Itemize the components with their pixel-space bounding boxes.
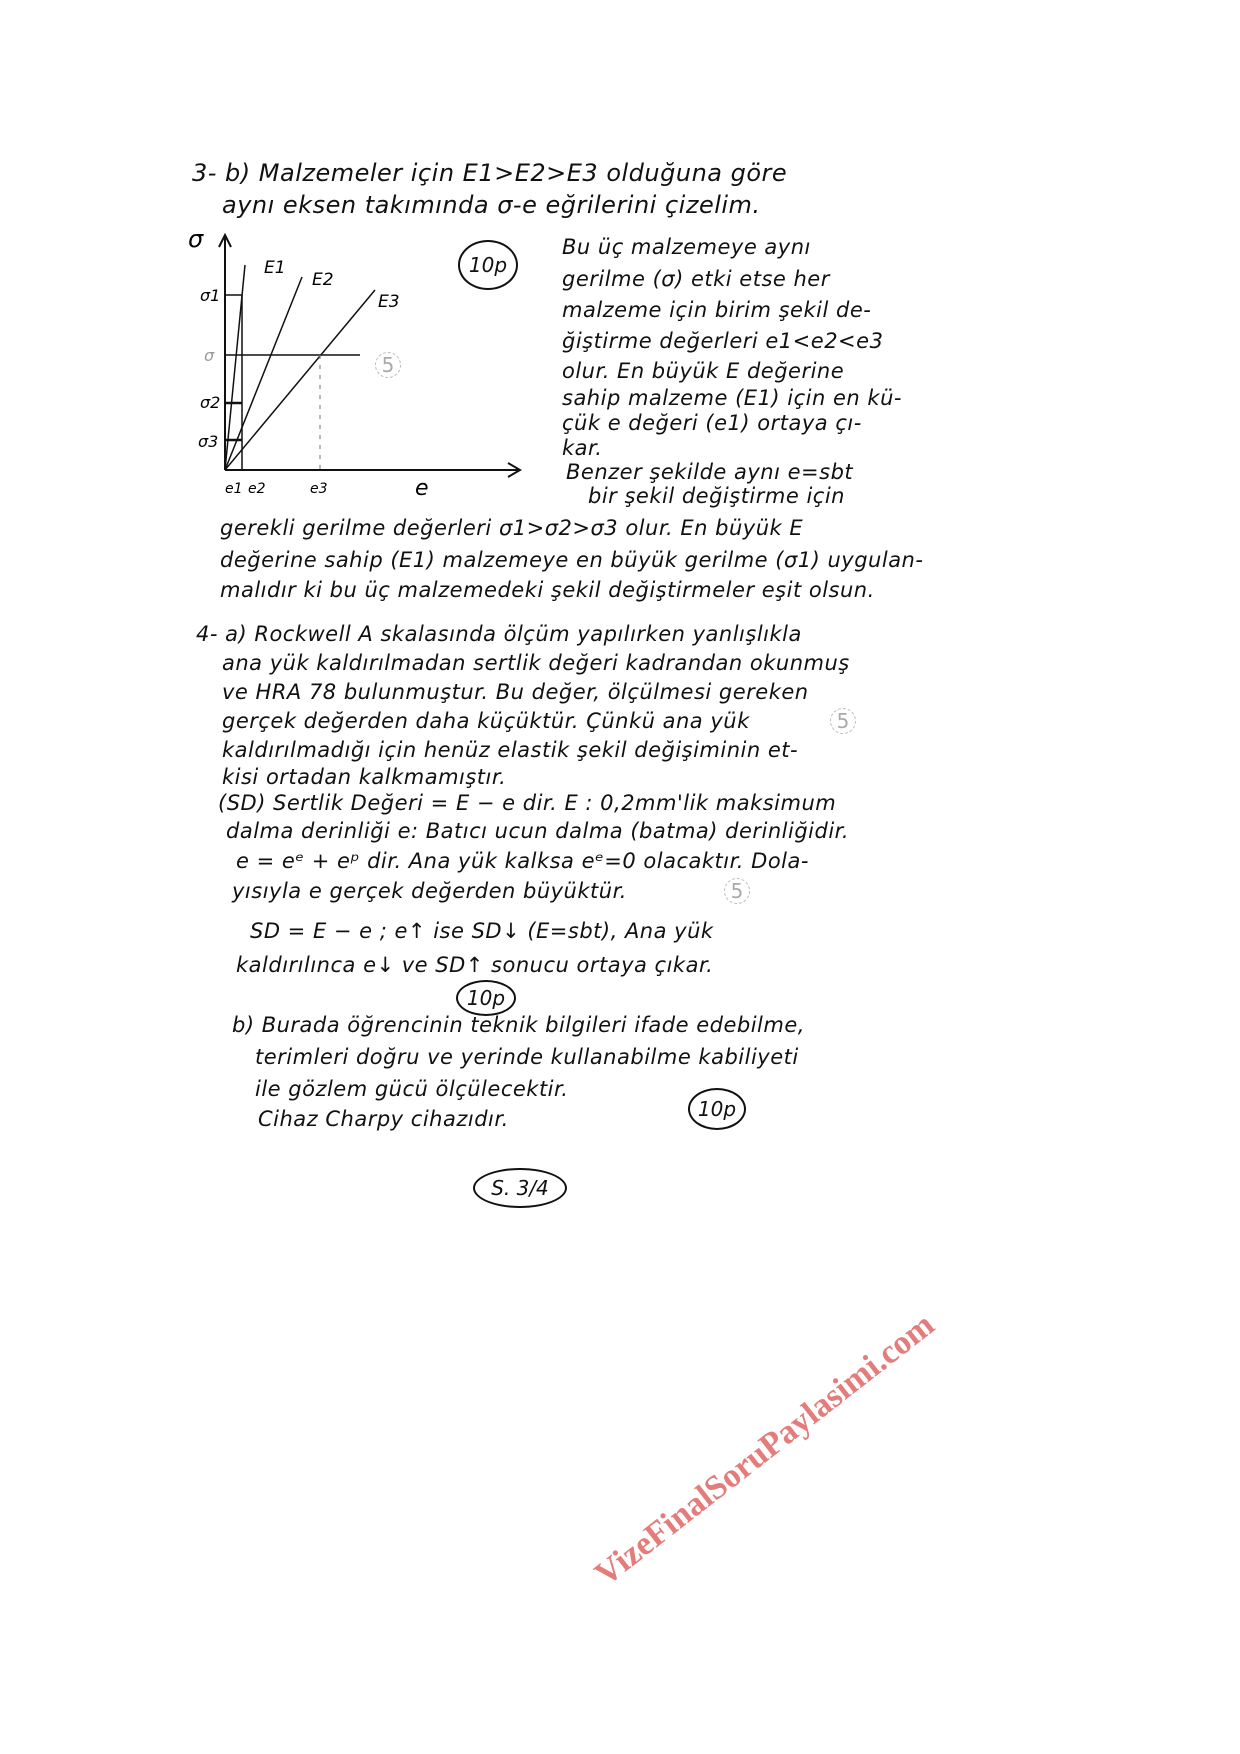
q4b-line: terimleri doğru ve yerinde kullanabilme kabiliyeti	[255, 1045, 799, 1069]
q4a-line: e = eᵉ + eᵖ dir. Ana yük kalksa eᵉ=0 olacaktır. Dola-	[236, 849, 809, 873]
grade-mark: 5	[724, 878, 750, 904]
q4a-line: SD = E − e ; e↑ ise SD↓ (E=sbt), Ana yük	[250, 919, 714, 943]
grade-mark: 5	[830, 708, 856, 734]
q3b-side-line: kar.	[562, 436, 603, 460]
q4a-line: kisi ortadan kalkmamıştır.	[222, 765, 507, 789]
q3b-side-line: gerilme (σ) etki etse her	[562, 267, 830, 291]
q4a-line: (SD) Sertlik Değeri = E − e dir. E : 0,2mm'lik maksimum	[218, 791, 837, 815]
tick-sigma3: σ3	[198, 432, 219, 451]
curve-label-e1: E1	[264, 258, 286, 278]
q3b-side-line: Benzer şekilde aynı e=sbt	[566, 460, 854, 484]
q4a-line: 4- a) Rockwell A skalasında ölçüm yapılırken yanlışlıkla	[196, 622, 802, 646]
tick-e2: e2	[248, 481, 266, 497]
q3b-side-line: bir şekil değiştirme için	[588, 484, 845, 508]
q4a-points-badge: 10p	[456, 980, 516, 1016]
curve-label-e3: E3	[378, 292, 400, 312]
q3b-side-line: ğiştirme değerleri e1<e2<e3	[562, 329, 884, 353]
tick-e3: e3	[310, 481, 328, 497]
y-axis-label: σ	[188, 225, 204, 253]
stress-strain-diagram	[180, 225, 540, 505]
x-axis-label: e	[415, 476, 429, 501]
q4a-line: dalma derinliği e: Batıcı ucun dalma (batma) derinliğidir.	[226, 819, 850, 843]
q3b-heading: 3- b) Malzemeler için E1>E2>E3 olduğuna göre	[192, 159, 788, 187]
q3b-text-line: gerekli gerilme değerleri σ1>σ2>σ3 olur. En büyük E	[220, 516, 804, 540]
q3b-text-line: malıdır ki bu üç malzemedeki şekil değiştirmeler eşit olsun.	[220, 578, 875, 602]
q3b-text-line: değerine sahip (E1) malzemeye en büyük gerilme (σ1) uygulan-	[220, 548, 924, 572]
q4b-line: Cihaz Charpy cihazıdır.	[258, 1107, 509, 1131]
curve-label-e2: E2	[312, 270, 334, 290]
page-number: S. 3/4	[473, 1168, 567, 1208]
q4a-line: ve HRA 78 bulunmuştur. Bu değer, ölçülmesi gereken	[222, 680, 809, 704]
q3b-side-line: malzeme için birim şekil de-	[562, 298, 872, 322]
q4b-line: b) Burada öğrencinin teknik bilgileri ifade edebilme,	[232, 1013, 805, 1037]
grade-mark: 5	[375, 352, 401, 378]
tick-e1: e1	[225, 481, 243, 497]
tick-sigma: σ	[204, 346, 215, 365]
curve-e3	[225, 290, 375, 470]
q3b-side-line: sahip malzeme (E1) için en kü-	[562, 386, 902, 410]
q4b-points-badge: 10p	[688, 1088, 746, 1130]
watermark: VizeFinalSoruPaylasimi.com	[588, 1306, 942, 1594]
tick-sigma2: σ2	[200, 393, 221, 412]
q4a-line: gerçek değerden daha küçüktür. Çünkü ana yük	[222, 709, 750, 733]
q4a-line: kaldırılmadığı için henüz elastik şekil değişiminin et-	[222, 738, 799, 762]
q3b-points-badge: 10p	[458, 240, 518, 290]
q4a-line: yısıyla e gerçek değerden büyüktür.	[232, 879, 627, 903]
q3b-side-line: olur. En büyük E değerine	[562, 359, 845, 383]
tick-sigma1: σ1	[200, 286, 221, 305]
q3b-side-line: çük e değeri (e1) ortaya çı-	[562, 411, 862, 435]
q3b-heading-line2: aynı eksen takımında σ-e eğrilerini çizelim.	[222, 191, 761, 219]
q3b-side-line: Bu üç malzemeye aynı	[562, 235, 811, 259]
q4b-line: ile gözlem gücü ölçülecektir.	[255, 1077, 569, 1101]
q4a-line: ana yük kaldırılmadan sertlik değeri kadrandan okunmuş	[222, 651, 850, 675]
q4a-line: kaldırılınca e↓ ve SD↑ sonucu ortaya çıkar.	[236, 953, 714, 977]
